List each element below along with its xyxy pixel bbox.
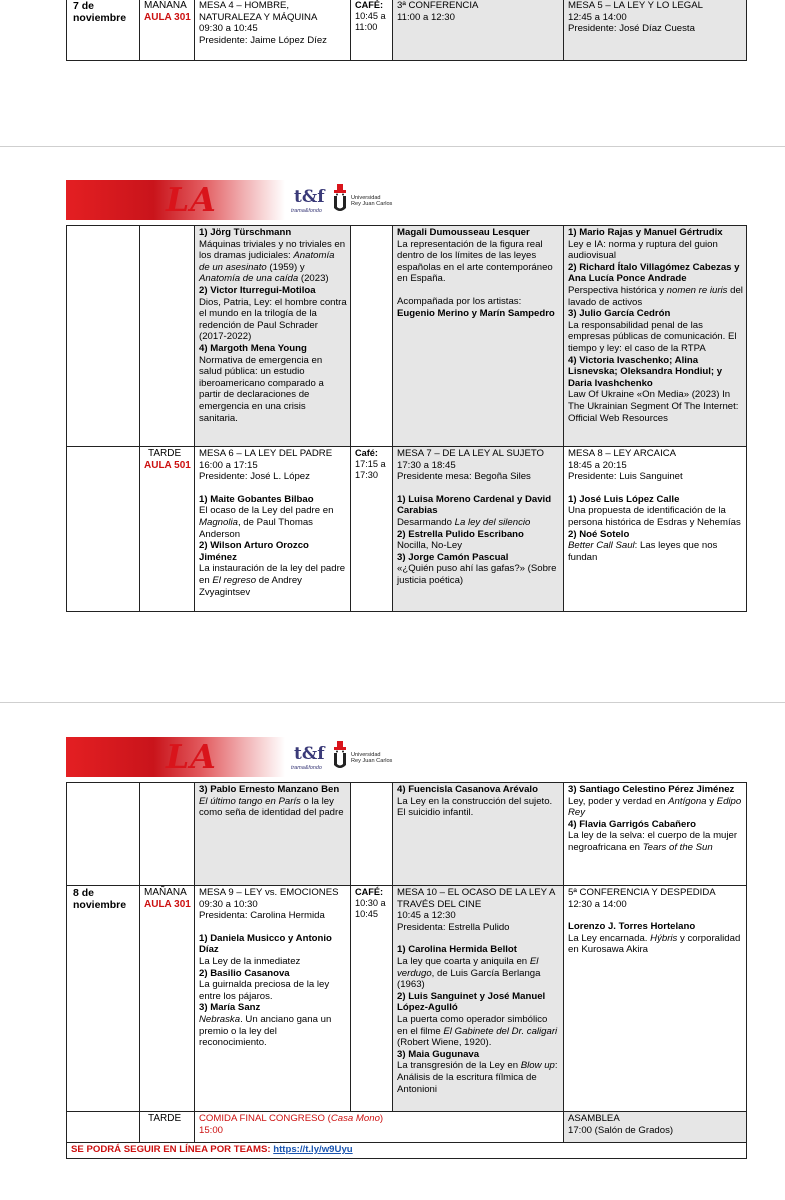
cafe-label: CAFÉ: [355,0,384,10]
talk-title: El último tango en París o la ley como seña de identidad del padre [199,795,344,819]
trama-fondo-logo [291,186,325,220]
mesa5-cell [564,0,747,61]
talk-title: El ocaso de la Ley del padre en Magnolia, de Paul Thomas Anderson [199,505,334,540]
aula-label: AULA 301 [144,898,191,910]
teams-label: SE PODRÁ SEGUIR EN LÍNEA POR TEAMS: [71,1144,271,1155]
mesa6-continued-cell [195,783,351,886]
empty-cafe-cell [351,226,393,447]
mesa4-speakers-cell [195,226,351,447]
speaker-name: 3) Maia Gugunava [397,1048,480,1060]
mesa5-title: MESA 5 – LA LEY Y LO LEGAL [568,0,703,11]
mesa6-title: MESA 6 – LA LEY DEL PADRE [199,448,333,459]
session-slot [140,886,195,1112]
tf-name: trama&fondo [291,765,322,771]
conference3-title: 3ª CONFERENCIA [397,0,479,11]
turno-label: TARDE [148,448,182,459]
speaker-name: 2) Estrella Pulido Escribano [397,528,524,540]
empty-day-cell [67,447,140,612]
banner-title: LA [166,737,217,776]
mesa8-title: MESA 8 – LEY ARCAICA [568,448,677,459]
speaker-name: 3) Santiago Celestino Pérez Jiménez [568,784,735,795]
schedule-table-nov7-morning [66,0,747,61]
urjc-logo [333,184,403,218]
closing-lunch-time: 15:00 [199,1124,224,1136]
speaker-name: 1) Carolina Hermida Bellot [397,944,517,956]
day-label: 7 de noviembre [67,0,140,61]
session-slot [140,447,195,612]
talk-title: Máquinas triviales y no triviales en los dramas judiciales: Anatomía de un asesinato (1959) y Anatomía de una caída (2023) [199,238,346,285]
mesa4-time: 09:30 a 10:45 [199,23,258,35]
page-break [0,702,785,703]
talk-title: Ley e IA: norma y ruptura del guion audiovisual [568,238,718,262]
conference5-cell [564,886,747,1112]
speaker-name: 2) Basilio Casanova [199,967,290,979]
mesa8-cell [564,447,747,612]
mesa10-title: MESA 10 – EL OCASO DE LA LEY A TRAVÉS DEL CINE [397,887,555,910]
speaker-name: 3) María Sanz [199,1002,261,1014]
talk-title: Una propuesta de identificación de la persona histórica de Esdras y Nehemías [568,505,741,528]
speaker-name: 3) Pablo Ernesto Manzano Ben [199,784,340,795]
aula-label: AULA 301 [144,11,191,23]
artists-intro: Acompañada por los artistas: [397,295,522,307]
speaker-name: 3) Jorge Camón Pascual [397,551,509,563]
university-crest-icon [333,741,347,771]
speaker-name: 4) Margoth Mena Young [199,342,307,354]
talk-title: Normativa de emergencia en salud pública: un estudio iberoamericano comparado a partir de declaraciones de emergencia en una crisis sanitaria. [199,354,324,424]
speaker-name: 1) Mario Rajas y Manuel Gértrudix [568,227,723,238]
tf-name: trama&fondo [291,208,322,214]
session-slot [140,0,195,61]
speaker-name: 4) Fuencisla Casanova Arévalo [397,784,538,795]
speaker-name: 2) Richard Ítalo Villagómez Cabezas y Ana Lucía Ponce Andrade [568,261,740,285]
mesa8-president: Presidente: Luis Sanguinet [568,471,683,483]
talk-title: Ley, poder y verdad en Antígona y Edipo Rey [568,795,742,819]
mesa10-president: Presidenta: Estrella Pulido [397,921,510,933]
assembly-cell [564,1112,747,1143]
talk-title: Law Of Ukraine «On Media» (2023) In The Ukrainian Segment Of The Internet: Official Web Resources [568,389,739,424]
mesa4-president: Presidente: Jaime López Díez [199,34,327,46]
teams-footer [67,1143,747,1159]
speaker-name: 3) Julio García Cedrón [568,308,671,320]
talk-title: La instauración de la ley del padre en El regreso de Andrey Zvyagintsev [199,563,346,598]
artists-names: Eugenio Merino y Marín Sampedro [397,307,555,319]
banner-title: LA [166,180,217,219]
speaker-name: 1) José Luis López Calle [568,493,680,505]
page-break [0,146,785,147]
mesa4-title: MESA 4 – HOMBRE, NATURALEZA Y MÁQUINA [199,0,318,23]
empty-day-cell [67,1112,140,1143]
talk-title: La guirnalda preciosa de la ley entre los pájaros. [199,979,330,1002]
mesa5-president: Presidente: José Díaz Cuesta [568,23,695,35]
mesa8-continued-cell [564,783,747,886]
university-line1: Universidad [351,195,381,201]
speaker-name: 1) Daniela Musicco y Antonio Díaz [199,932,332,956]
speaker-name: 1) Maite Gobantes Bilbao [199,493,314,505]
schedule-table-nov7-afternoon [66,225,747,612]
turno-label: TARDE [148,1113,182,1124]
talk-title: La Ley en la construcción del sujeto. El suicidio infantil. [397,795,553,819]
mesa5-time: 12:45 a 14:00 [568,11,627,23]
speaker-name: Magali Dumousseau Lesquer [397,227,530,238]
conference5-title: 5ª CONFERENCIA Y DESPEDIDA [568,887,716,898]
mesa10-cell [393,886,564,1112]
mesa6-president: Presidente: José L. López [199,471,310,483]
turno-label: MAÑANA [144,0,187,11]
teams-link[interactable]: https://t.ly/w9Uyu [273,1144,353,1155]
mesa10-time: 10:45 a 12:30 [397,910,456,922]
la-ley-banner [66,737,285,777]
empty-slot-cell [140,783,195,886]
tf-mark: t&f [294,187,325,207]
speaker-name: 2) Luis Sanguinet y José Manuel López-Agulló [397,990,546,1014]
mesa8-time: 18:45 a 20:15 [568,459,627,471]
talk-title: La responsabilidad penal de las empresas públicas de comunicación. El tiempo y ley: el caso de la RTPA [568,319,737,354]
university-name [351,752,392,765]
conference3-time: 11:00 a 12:30 [397,11,455,23]
talk-title: La puerta como operador simbólico en el filme El Gabinete del Dr. caligari (Robert Wiene, 1920). [397,1013,558,1049]
talk-title: Perspectiva histórica y nomen re iuris del lavado de activos [568,284,743,308]
schedule-table-nov8 [66,782,747,1159]
cafe-label: CAFÉ: [355,887,384,897]
assembly-time: 17:00 (Salón de Grados) [568,1124,674,1136]
empty-cafe-cell [351,783,393,886]
mesa9-time: 09:30 a 10:30 [199,898,258,910]
closing-lunch: COMIDA FINAL CONGRESO (Casa Mono) [199,1113,384,1124]
speaker-name: 1) Luisa Moreno Cardenal y David Carabias [397,493,552,517]
mesa7-cell [393,447,564,612]
session-slot [140,1112,195,1143]
mesa9-president: Presidenta: Carolina Hermida [199,910,325,922]
university-line2: Rey Juan Carlos [351,201,393,208]
talk-title: La ley de la selva: el cuerpo de la mujer negroafricana en Tears of the Sun [568,830,738,853]
mesa4-cell [195,0,351,61]
university-name [351,195,392,208]
conference3-cell [393,0,564,61]
conference5-time: 12:30 a 14:00 [568,898,627,910]
talk-title: La Ley encarnada. Hýbris y corporalidad en Kurosawa Akira [568,932,741,956]
urjc-logo [333,741,403,775]
mesa6-cell [195,447,351,612]
empty-slot-cell [140,226,195,447]
closing-lunch-cell [195,1112,564,1143]
speaker-name: 4) Flavia Garrigós Cabañero [568,818,696,830]
coffee-break-cell [351,447,393,612]
day-label: 8 de noviembre [67,886,140,1112]
talk-title: Dios, Patria, Ley: el hombre contra el mundo en la trilogía de la redención de Paul Schrader (2017-2022) [199,296,347,343]
cafe-time: 10:30 a 10:45 [355,898,386,919]
talk-title: Nocilla, No-Ley [397,540,463,552]
mesa5-speakers-cell [564,226,747,447]
mesa7-president: Presidente mesa: Begoña Siles [397,471,531,483]
talk-title: Better Call Saul: Las leyes que nos fundan [568,540,718,563]
talk-title: Desarmando La ley del silencio [397,516,531,528]
coffee-break-cell [351,886,393,1112]
speaker-name: 2) Wilson Arturo Orozco Jiménez [199,540,309,563]
mesa7-continued-cell [393,783,564,886]
mesa7-title: MESA 7 – DE LA LEY AL SUJETO [397,448,545,459]
talk-title: La Ley de la inmediatez [199,955,301,967]
university-line1: Universidad [351,752,381,758]
talk-title: «¿Quién puso ahí las gafas?» (Sobre justicia poética) [397,563,557,586]
trama-fondo-logo [291,743,325,777]
mesa9-cell [195,886,351,1112]
speaker-name: 1) Jörg Türschmann [199,227,292,238]
talk-title: Nebraska. Un anciano gana un premio o la ley del reconocimiento. [199,1013,332,1049]
la-ley-banner [66,180,285,220]
assembly-title: ASAMBLEA [568,1113,620,1124]
talk-title: La transgresión de la Ley en Blow up: Análisis de la escritura fílmica de Antonioni [397,1060,558,1095]
cafe-time: 10:45 a 11:00 [355,11,386,32]
speaker-name: Lorenzo J. Torres Hortelano [568,921,696,933]
university-crest-icon [333,184,347,214]
speaker-name: 2) Noé Sotelo [568,528,630,540]
tf-mark: t&f [294,744,325,764]
mesa6-time: 16:00 a 17:15 [199,459,258,471]
conference3-speaker-cell [393,226,564,447]
coffee-break-cell [351,0,393,61]
speaker-name: 4) Victoria Ivaschenko; Alina Lisnevska; Oleksandra Hondiul; y Daria Ivashchenko [568,354,723,389]
mesa7-time: 17:30 a 18:45 [397,459,456,471]
empty-day-cell [67,783,140,886]
empty-day-cell [67,226,140,447]
talk-title: La representación de la figura real dentro de los límites de las leyes españolas en el arte contemporáneo en España. [397,238,553,285]
university-line2: Rey Juan Carlos [351,758,393,765]
cafe-time: 17:15 a 17:30 [355,459,386,480]
mesa9-title: MESA 9 – LEY vs. EMOCIONES [199,887,339,898]
aula-label: AULA 501 [144,459,191,471]
cafe-label: Café: [355,448,378,458]
speaker-name: 2) Victor Iturregui-Motiloa [199,284,316,296]
turno-label: MAÑANA [144,887,187,898]
talk-title: La ley que coarta y aniquila en El verdugo, de Luis García Berlanga (1963) [397,955,541,991]
